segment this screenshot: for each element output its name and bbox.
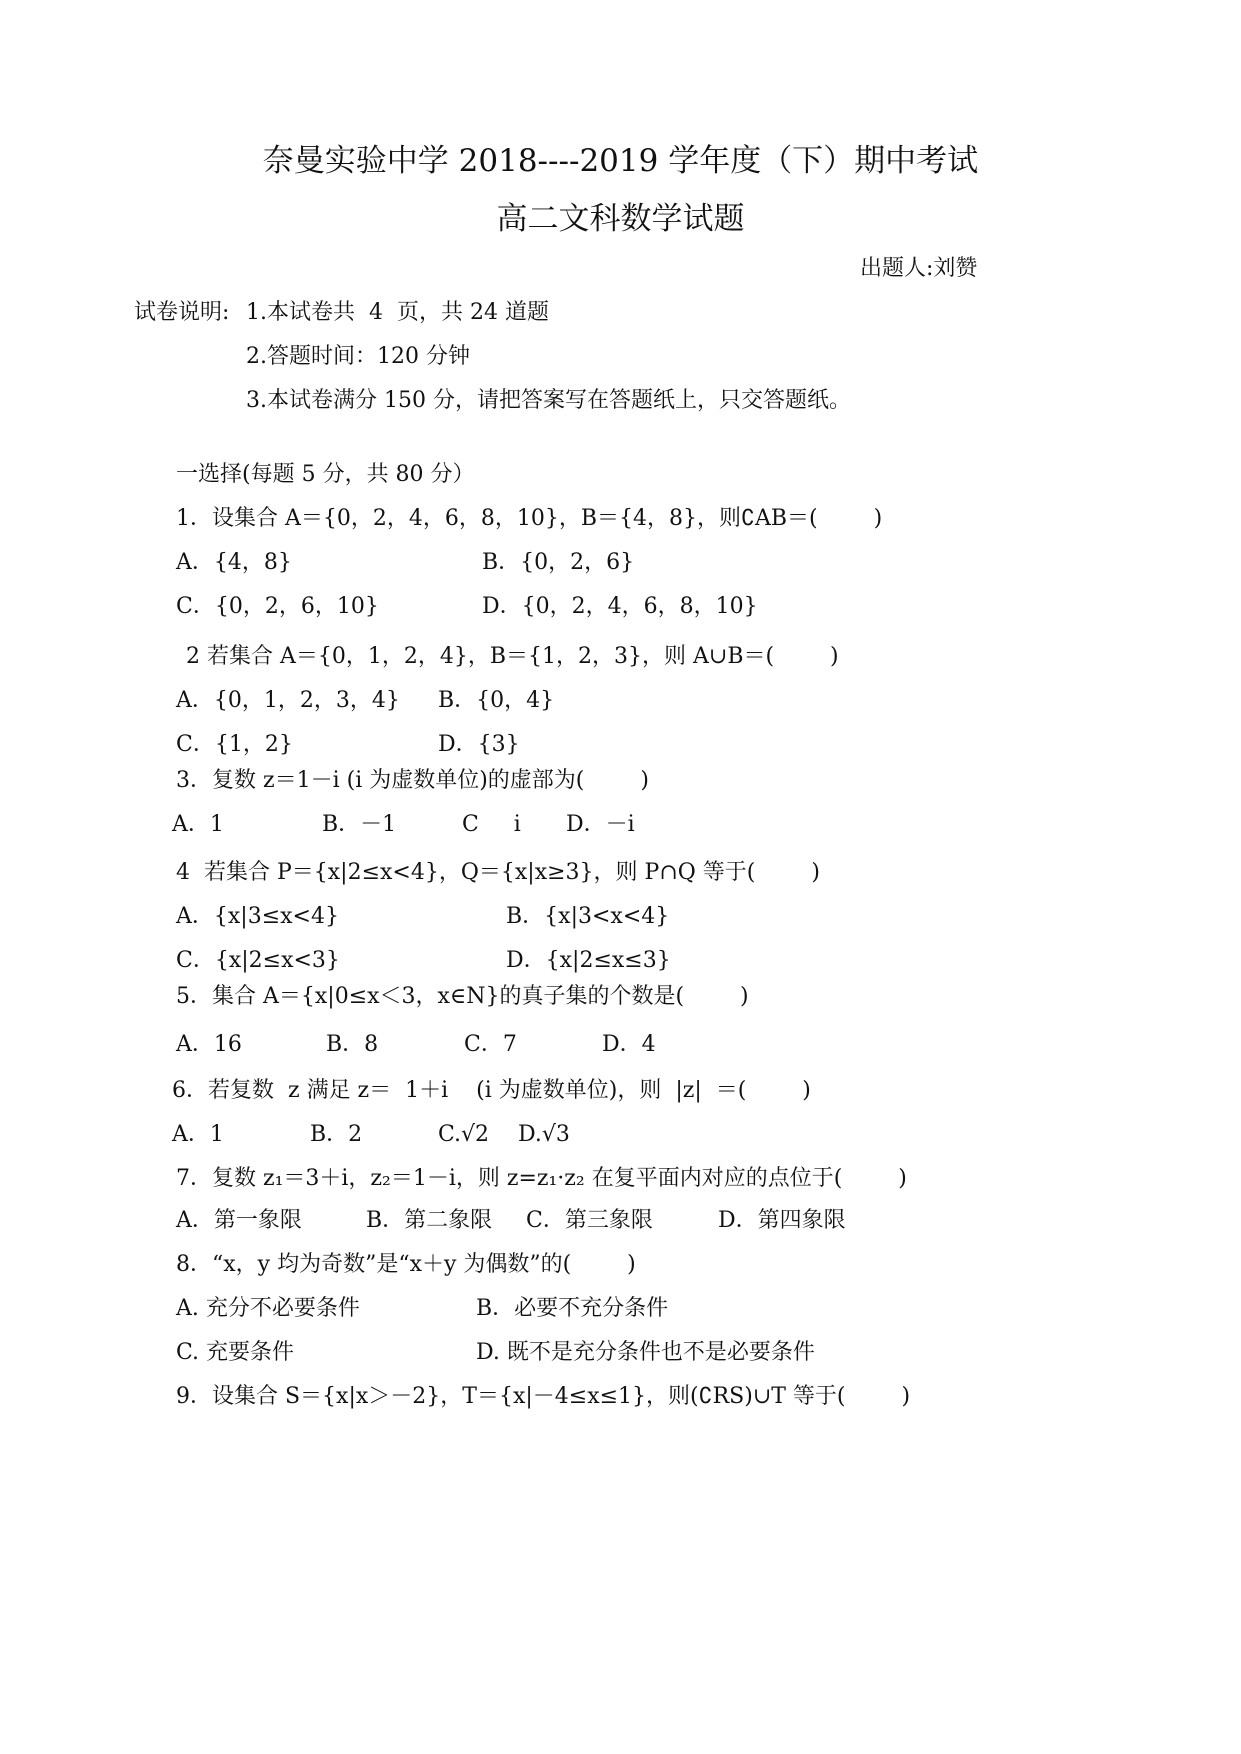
instructions-label: 试卷说明: xyxy=(134,300,230,325)
instruction-item: 3.本试卷满分 150 分，请把答案写在答题纸上，只交答题纸。 xyxy=(246,388,851,413)
question-8-option-a: A. 充分不必要条件 xyxy=(176,1296,360,1321)
question-7-option-d: D．第四象限 xyxy=(718,1208,846,1233)
question-5-option-c: C．7 xyxy=(464,1032,517,1057)
question-6-option-c: C.√2 xyxy=(438,1122,490,1147)
question-4-option-b: B．{x|3<x<4} xyxy=(506,904,670,929)
question-6-stem: 6．若复数 z 满足 z＝ 1＋i (i 为虚数单位)，则 |z| ＝( ) xyxy=(172,1078,811,1103)
exam-subtitle: 高二文科数学试题 xyxy=(496,201,745,237)
question-2-option-c: C．{1，2} xyxy=(176,732,293,757)
question-1-option-d: D．{0，2，4，6，8，10} xyxy=(482,594,758,619)
question-2-option-b: B．{0，4} xyxy=(438,688,555,713)
question-1-option-a: A．{4，8} xyxy=(176,550,292,575)
question-4-option-c: C．{x|2≤x<3} xyxy=(176,948,340,973)
question-8-option-c: C. 充要条件 xyxy=(176,1340,295,1365)
question-8-option-d: D. 既不是充分条件也不是必要条件 xyxy=(476,1340,815,1365)
question-3-option-a: A．1 xyxy=(172,812,224,837)
question-4-option-d: D．{x|2≤x≤3} xyxy=(506,948,671,973)
question-3-option-b: B．－1 xyxy=(322,812,397,837)
question-1-option-b: B．{0，2，6} xyxy=(482,550,635,575)
question-2-option-d: D．{3} xyxy=(438,732,520,757)
question-6-option-d: D.√3 xyxy=(518,1122,570,1147)
question-1-option-c: C．{0，2，6，10} xyxy=(176,594,379,619)
question-6-option-b: B．2 xyxy=(310,1122,363,1147)
author-line: 出题人:刘赞 xyxy=(860,256,978,281)
question-7-option-b: B．第二象限 xyxy=(366,1208,493,1233)
question-4-option-a: A．{x|3≤x<4} xyxy=(176,904,339,929)
question-2-stem: 2 若集合 A＝{0，1，2，4}，B＝{1，2，3}，则 A∪B＝( ) xyxy=(186,644,839,669)
question-7-option-c: C．第三象限 xyxy=(526,1208,653,1233)
question-7-stem: 7．复数 z₁＝3＋i，z₂＝1－i，则 z=z₁·z₂ 在复平面内对应的点位于( ) xyxy=(176,1166,907,1191)
instruction-item: 2.答题时间：120 分钟 xyxy=(246,344,470,369)
question-2-option-a: A．{0，1，2，3，4} xyxy=(176,688,400,713)
instruction-item: 1.本试卷共 4 页，共 24 道题 xyxy=(246,300,549,325)
question-5-option-d: D．4 xyxy=(602,1032,656,1057)
question-8-option-b: B．必要不充分条件 xyxy=(476,1296,669,1321)
question-7-option-a: A．第一象限 xyxy=(176,1208,302,1233)
exam-title: 奈曼实验中学 2018----2019 学年度（下）期中考试 xyxy=(262,143,979,179)
question-9-stem: 9．设集合 S＝{x|x＞－2}，T＝{x|－4≤x≤1}，则(∁RS)∪T 等于( ) xyxy=(176,1384,911,1409)
question-8-stem: 8．“x，y 均为奇数”是“x＋y 为偶数”的( ) xyxy=(176,1252,636,1277)
section-heading: 一选择(每题 5 分，共 80 分） xyxy=(176,462,475,487)
question-1-stem: 1．设集合 A＝{0，2，4，6，8，10}，B＝{4，8}，则∁AB＝( ) xyxy=(176,506,883,531)
question-5-option-b: B．8 xyxy=(326,1032,379,1057)
question-5-option-a: A．16 xyxy=(176,1032,242,1057)
question-6-option-a: A．1 xyxy=(172,1122,224,1147)
question-5-stem: 5．集合 A＝{x|0≤x＜3，x∈N}的真子集的个数是( ) xyxy=(176,984,749,1009)
question-3-option-c: C i xyxy=(462,812,521,837)
question-3-stem: 3．复数 z＝1－i (i 为虚数单位)的虚部为( ) xyxy=(176,768,649,793)
question-3-option-d: D．－i xyxy=(566,812,635,837)
question-4-stem: 4 若集合 P＝{x|2≤x<4}，Q＝{x|x≥3}，则 P∩Q 等于( ) xyxy=(176,860,820,885)
